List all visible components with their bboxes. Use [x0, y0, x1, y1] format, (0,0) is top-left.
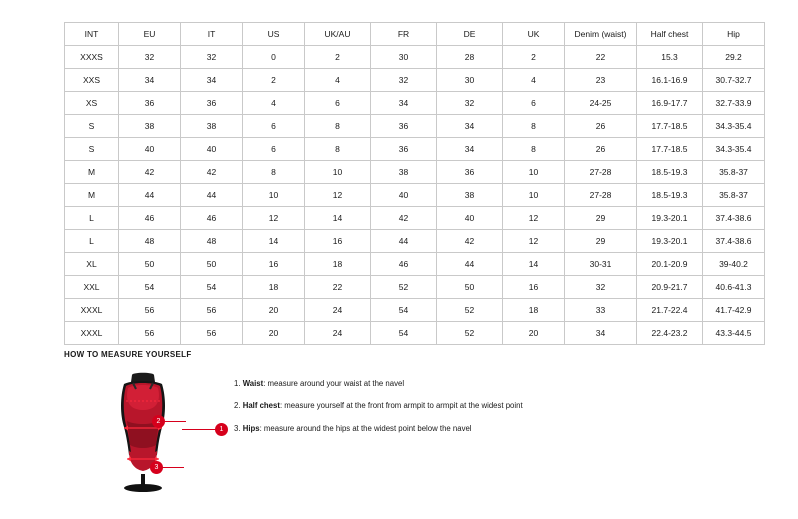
- callout-line-waist: [182, 429, 216, 430]
- table-cell: 56: [181, 299, 243, 322]
- table-cell: 18.5-19.3: [637, 161, 703, 184]
- table-cell: 12: [243, 207, 305, 230]
- table-cell: 34: [565, 322, 637, 345]
- table-cell: 46: [371, 253, 437, 276]
- table-cell: 12: [503, 230, 565, 253]
- table-cell: 14: [503, 253, 565, 276]
- table-cell: 24: [305, 299, 371, 322]
- table-cell: 0: [243, 46, 305, 69]
- table-cell: 14: [243, 230, 305, 253]
- table-row: [65, 276, 765, 299]
- table-cell: 16: [503, 276, 565, 299]
- table-cell: 20.1-20.9: [637, 253, 703, 276]
- table-row: [65, 299, 765, 322]
- table-cell: 26: [565, 138, 637, 161]
- table-row: [65, 115, 765, 138]
- table-cell: 24: [305, 322, 371, 345]
- column-header-fr: FR: [371, 23, 437, 46]
- table-cell: 20: [243, 322, 305, 345]
- table-cell: 32: [181, 46, 243, 69]
- table-cell: 18.5-19.3: [637, 184, 703, 207]
- column-header-denim-waist: Denim (waist): [565, 23, 637, 46]
- table-cell: 16.1-16.9: [637, 69, 703, 92]
- table-row: [65, 184, 765, 207]
- callout-line-half-chest: [164, 421, 186, 422]
- table-cell: 6: [243, 115, 305, 138]
- table-cell: 6: [243, 138, 305, 161]
- table-cell: XXS: [65, 69, 119, 92]
- mannequin-figure-area: [64, 369, 224, 494]
- table-cell: 54: [119, 276, 181, 299]
- table-cell: 10: [243, 184, 305, 207]
- callout-badge-3: 3: [150, 461, 163, 474]
- table-cell: 34.3-35.4: [703, 115, 765, 138]
- measure-step-text: : measure around your waist at the navel: [263, 379, 405, 388]
- table-cell: 54: [371, 322, 437, 345]
- table-row: [65, 161, 765, 184]
- table-cell: 56: [119, 299, 181, 322]
- table-cell: 4: [305, 69, 371, 92]
- table-cell: 56: [119, 322, 181, 345]
- table-cell: 38: [437, 184, 503, 207]
- table-row: [65, 69, 765, 92]
- table-cell: 50: [181, 253, 243, 276]
- table-cell: 44: [181, 184, 243, 207]
- table-cell: 19.3-20.1: [637, 207, 703, 230]
- table-cell: 22: [305, 276, 371, 299]
- table-cell: XL: [65, 253, 119, 276]
- table-cell: 15.3: [637, 46, 703, 69]
- column-header-uk: UK: [503, 23, 565, 46]
- table-cell: 8: [305, 138, 371, 161]
- table-cell: 4: [503, 69, 565, 92]
- table-row: [65, 253, 765, 276]
- table-cell: 30: [437, 69, 503, 92]
- table-cell: 40: [437, 207, 503, 230]
- table-cell: XXXS: [65, 46, 119, 69]
- column-header-int: INT: [65, 23, 119, 46]
- table-cell: 50: [437, 276, 503, 299]
- measure-step-text: : measure around the hips at the widest point below the navel: [259, 423, 472, 433]
- table-cell: 35.8-37: [703, 184, 765, 207]
- table-cell: 8: [243, 161, 305, 184]
- table-cell: 41.7-42.9: [703, 299, 765, 322]
- measure-step-number: 1.: [234, 379, 241, 388]
- table-row: [65, 207, 765, 230]
- table-cell: 40: [181, 138, 243, 161]
- table-cell: 18: [503, 299, 565, 322]
- table-row: [65, 138, 765, 161]
- table-cell: 52: [437, 299, 503, 322]
- table-cell: 28: [437, 46, 503, 69]
- table-cell: 34.3-35.4: [703, 138, 765, 161]
- table-cell: 36: [437, 161, 503, 184]
- table-cell: 37.4-38.6: [703, 230, 765, 253]
- callout-badge-1: 1: [215, 423, 228, 436]
- measure-step: [234, 424, 523, 433]
- table-cell: 40.6-41.3: [703, 276, 765, 299]
- column-header-it: IT: [181, 23, 243, 46]
- column-header-de: DE: [437, 23, 503, 46]
- measure-step-number: 2.: [234, 401, 241, 411]
- table-cell: 44: [119, 184, 181, 207]
- table-cell: 27-28: [565, 184, 637, 207]
- table-cell: 26: [565, 115, 637, 138]
- table-cell: M: [65, 184, 119, 207]
- table-cell: 4: [243, 92, 305, 115]
- how-to-measure-section: [64, 350, 744, 494]
- table-cell: 40: [119, 138, 181, 161]
- table-cell: 52: [437, 322, 503, 345]
- table-cell: 18: [305, 253, 371, 276]
- table-cell: 54: [371, 299, 437, 322]
- table-cell: 16.9-17.7: [637, 92, 703, 115]
- table-cell: 35.8-37: [703, 161, 765, 184]
- measure-steps-list: [234, 369, 523, 446]
- size-chart-table-container: [64, 22, 752, 345]
- table-cell: 16: [305, 230, 371, 253]
- table-cell: L: [65, 207, 119, 230]
- table-cell: 46: [119, 207, 181, 230]
- table-cell: 36: [371, 115, 437, 138]
- column-header-uk-au: UK/AU: [305, 23, 371, 46]
- table-header-row: [65, 23, 765, 46]
- table-cell: 38: [181, 115, 243, 138]
- table-cell: 8: [503, 138, 565, 161]
- table-row: [65, 322, 765, 345]
- table-row: [65, 46, 765, 69]
- size-chart-table: [64, 22, 765, 345]
- table-cell: 34: [437, 115, 503, 138]
- measure-step-term: Waist: [242, 379, 264, 388]
- table-cell: XXXL: [65, 299, 119, 322]
- table-cell: 30.7-32.7: [703, 69, 765, 92]
- table-cell: XXL: [65, 276, 119, 299]
- table-cell: 6: [305, 92, 371, 115]
- table-cell: XS: [65, 92, 119, 115]
- column-header-us: US: [243, 23, 305, 46]
- measure-step-number: 3.: [234, 423, 241, 433]
- table-cell: 29: [565, 207, 637, 230]
- table-cell: 42: [181, 161, 243, 184]
- table-cell: 6: [503, 92, 565, 115]
- measure-step: [234, 379, 523, 388]
- table-cell: 32: [371, 69, 437, 92]
- table-cell: L: [65, 230, 119, 253]
- table-cell: 12: [503, 207, 565, 230]
- table-cell: 2: [305, 46, 371, 69]
- table-cell: 16: [243, 253, 305, 276]
- table-cell: 30-31: [565, 253, 637, 276]
- table-cell: 44: [371, 230, 437, 253]
- table-cell: 36: [371, 138, 437, 161]
- table-cell: 38: [371, 161, 437, 184]
- measure-step: [234, 401, 523, 410]
- table-cell: 20: [503, 322, 565, 345]
- callout-line-hips: [162, 467, 184, 468]
- table-cell: 2: [503, 46, 565, 69]
- table-cell: S: [65, 115, 119, 138]
- table-cell: 20: [243, 299, 305, 322]
- table-cell: 50: [119, 253, 181, 276]
- table-cell: 24-25: [565, 92, 637, 115]
- table-cell: 10: [305, 161, 371, 184]
- table-cell: 33: [565, 299, 637, 322]
- table-cell: 36: [181, 92, 243, 115]
- table-cell: 34: [119, 69, 181, 92]
- table-cell: 32: [565, 276, 637, 299]
- table-cell: XXXL: [65, 322, 119, 345]
- table-cell: 34: [437, 138, 503, 161]
- table-cell: 30: [371, 46, 437, 69]
- table-cell: 8: [305, 115, 371, 138]
- table-cell: 38: [119, 115, 181, 138]
- table-cell: 43.3-44.5: [703, 322, 765, 345]
- table-cell: 29.2: [703, 46, 765, 69]
- how-to-measure-title: HOW TO MEASURE YOURSELF: [64, 350, 192, 359]
- table-cell: 48: [119, 230, 181, 253]
- table-cell: 20.9-21.7: [637, 276, 703, 299]
- table-cell: M: [65, 161, 119, 184]
- table-cell: 2: [243, 69, 305, 92]
- measure-step-term: Half chest: [242, 401, 280, 411]
- table-row: [65, 92, 765, 115]
- table-cell: S: [65, 138, 119, 161]
- column-header-hip: Hip: [703, 23, 765, 46]
- column-header-half-chest: Half chest: [637, 23, 703, 46]
- table-cell: 14: [305, 207, 371, 230]
- table-cell: 48: [181, 230, 243, 253]
- table-cell: 40: [371, 184, 437, 207]
- table-cell: 52: [371, 276, 437, 299]
- table-cell: 10: [503, 184, 565, 207]
- table-cell: 21.7-22.4: [637, 299, 703, 322]
- table-row: [65, 230, 765, 253]
- table-cell: 23: [565, 69, 637, 92]
- mannequin-illustration: [102, 371, 184, 493]
- column-header-eu: EU: [119, 23, 181, 46]
- table-cell: 54: [181, 276, 243, 299]
- table-cell: 29: [565, 230, 637, 253]
- table-cell: 32: [119, 46, 181, 69]
- table-cell: 27-28: [565, 161, 637, 184]
- measure-step-term: Hips: [242, 423, 260, 433]
- how-to-measure-body: [64, 369, 744, 494]
- table-cell: 17.7-18.5: [637, 138, 703, 161]
- table-cell: 42: [119, 161, 181, 184]
- table-cell: 22: [565, 46, 637, 69]
- table-cell: 42: [437, 230, 503, 253]
- table-cell: 8: [503, 115, 565, 138]
- table-cell: 34: [371, 92, 437, 115]
- table-cell: 17.7-18.5: [637, 115, 703, 138]
- table-cell: 10: [503, 161, 565, 184]
- table-cell: 44: [437, 253, 503, 276]
- table-cell: 19.3-20.1: [637, 230, 703, 253]
- table-cell: 18: [243, 276, 305, 299]
- table-cell: 22.4-23.2: [637, 322, 703, 345]
- measure-step-text: : measure yourself at the front from armpit to armpit at the widest point: [279, 401, 523, 411]
- table-cell: 32.7-33.9: [703, 92, 765, 115]
- callout-badge-2: 2: [152, 415, 165, 428]
- table-cell: 34: [181, 69, 243, 92]
- table-cell: 37.4-38.6: [703, 207, 765, 230]
- table-cell: 42: [371, 207, 437, 230]
- table-cell: 12: [305, 184, 371, 207]
- table-cell: 32: [437, 92, 503, 115]
- table-cell: 46: [181, 207, 243, 230]
- table-body: [65, 46, 765, 345]
- table-cell: 56: [181, 322, 243, 345]
- table-cell: 39-40.2: [703, 253, 765, 276]
- table-cell: 36: [119, 92, 181, 115]
